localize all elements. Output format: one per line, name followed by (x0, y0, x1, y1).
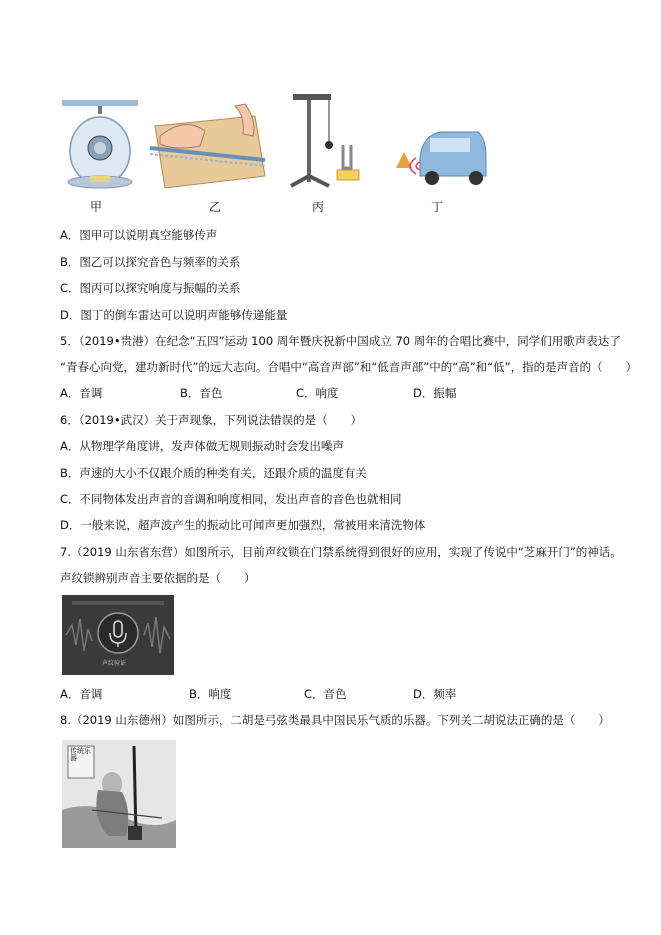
q7-stem-line1: 7.（2019 山东省东营）如图所示，目前声纹锁在门禁系统得到很好的应用，实现了传说中“芝麻开门”的神话。 (60, 545, 622, 559)
q7-option-b: B．响度 (189, 687, 232, 701)
q8-stem: 8.（2019 山东德州）如图所示，二胡是弓弦类最具中国民乐气质的乐器。下列关二胡说法正确的是（ ） (60, 713, 610, 727)
q5-option-c: C．响度 (296, 386, 339, 400)
figure-caption-yi: 乙 (209, 200, 222, 214)
figure-jia-bell-jar (60, 96, 140, 192)
q4-option-c: C．图丙可以探究响度与振幅的关系 (60, 281, 241, 295)
q5-option-d: D．振幅 (413, 386, 457, 400)
figure-caption-bing: 丙 (312, 200, 325, 214)
figure-yi-ruler (145, 96, 270, 192)
q7-option-d: D．频率 (413, 687, 457, 701)
q4-option-a: A．图甲可以说明真空能够传声 (60, 228, 218, 242)
figure-caption-ding: 丁 (431, 200, 444, 214)
q5-options (60, 385, 620, 401)
q5-option-b: B．音色 (180, 386, 223, 400)
q5-stem-line2: “青春心向党，建功新时代”的远大志向。合唱中“高音声部”和“低音声部”中的“高”和“低”，指的是声音的（ ） (60, 360, 638, 374)
q5-stem-line1: 5．（2019•贵港）在纪念“五四”运动 100 周年暨庆祝新中国成立 70 周年的合唱比赛中，同学们用歌声表达了 (60, 334, 621, 348)
q7-stem-line2: 声纹锁辨别声音主要依据的是（ ） (60, 571, 256, 585)
voiceprint-image-label: 声纹验证 (102, 660, 127, 667)
q4-option-d: D．图丁的倒车雷达可以说明声能够传递能量 (60, 308, 288, 322)
erhu-image (62, 740, 176, 848)
q7-option-a: A．音调 (60, 687, 103, 701)
q6-stem: 6．（2019•武汉）关于声现象，下列说法错误的是（ ） (60, 413, 363, 427)
voiceprint-lock-image (62, 595, 174, 675)
q6-option-a: A．从物理学角度讲，发声体做无规则振动时会发出噪声 (60, 439, 344, 453)
q6-option-c: C．不同物体发出声音的音调和响度相同，发出声音的音色也就相同 (60, 492, 402, 506)
q7-option-c: C．音色 (304, 687, 347, 701)
q5-option-a: A．音调 (60, 386, 103, 400)
figure-ding-reversing-radar (390, 118, 490, 192)
q4-option-b: B．图乙可以探究音色与频率的关系 (60, 255, 241, 269)
q6-option-b: B．声速的大小不仅跟介质的种类有关，还跟介质的温度有关 (60, 466, 367, 480)
q7-options (60, 686, 620, 702)
figure-bing-tuning-fork (285, 90, 365, 192)
figure-caption-jia: 甲 (90, 200, 103, 214)
erhu-image-calligraphy: 传统乐器 (70, 747, 91, 762)
q6-option-d: D．一般来说，超声波产生的振动比可闻声更加强烈，常被用来清洗物体 (60, 518, 426, 532)
